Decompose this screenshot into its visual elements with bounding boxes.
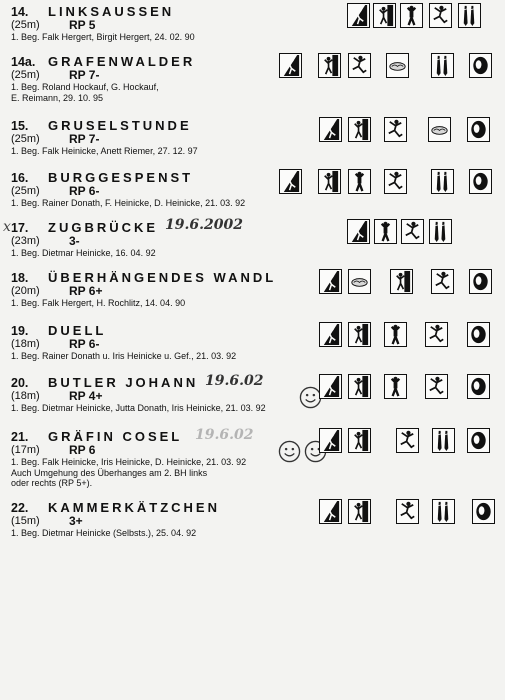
slab-climber-icon bbox=[319, 269, 342, 294]
first-ascent-info bbox=[11, 146, 198, 157]
first-ascent-line: 1. Beg. Falk Heinicke, Iris Heinicke, D. Heinicke, 21. 03. 92 bbox=[11, 457, 247, 467]
jumping-climber-icon bbox=[429, 3, 452, 28]
jumping-climber-icon bbox=[425, 322, 448, 347]
first-ascent-info bbox=[11, 298, 185, 309]
route-name: GRUSELSTUNDE bbox=[48, 118, 192, 133]
bolt-pair-icon bbox=[458, 3, 481, 28]
wall-climber-icon bbox=[390, 269, 413, 294]
route-grade: RP 4+ bbox=[69, 389, 103, 403]
route-number: 17. bbox=[11, 221, 29, 235]
quickdraw-icon bbox=[469, 269, 492, 294]
route-height: (25m) bbox=[11, 185, 40, 197]
route-name: KAMMERKÄTZCHEN bbox=[48, 500, 220, 515]
crack-climber-icon bbox=[374, 219, 397, 244]
route-grade: RP 5 bbox=[69, 18, 96, 32]
route-number: 18. bbox=[11, 271, 29, 285]
route-height: (25m) bbox=[11, 19, 40, 31]
route-number: 21. bbox=[11, 430, 29, 444]
sling-icon bbox=[348, 269, 371, 294]
route-grade: 3+ bbox=[69, 514, 83, 528]
wall-climber-icon bbox=[318, 53, 341, 78]
route-grade: RP 7- bbox=[69, 132, 100, 146]
quickdraw-icon bbox=[472, 499, 495, 524]
slab-climber-icon bbox=[319, 428, 342, 453]
slab-climber-icon bbox=[319, 322, 342, 347]
route-height: (25m) bbox=[11, 133, 40, 145]
route-grade: RP 6- bbox=[69, 184, 100, 198]
wall-climber-icon bbox=[348, 117, 371, 142]
slab-climber-icon bbox=[279, 169, 302, 194]
quickdraw-icon bbox=[469, 169, 492, 194]
slab-climber-icon bbox=[319, 117, 342, 142]
sling-icon bbox=[428, 117, 451, 142]
first-ascent-info bbox=[11, 32, 195, 43]
crack-climber-icon bbox=[384, 322, 407, 347]
route-number: 14a. bbox=[11, 55, 36, 69]
crack-climber-icon bbox=[400, 3, 423, 28]
wall-climber-icon bbox=[348, 322, 371, 347]
first-ascent-line: 1. Beg. Roland Hockauf, G. Hockauf, bbox=[11, 82, 159, 92]
bolt-pair-icon bbox=[432, 428, 455, 453]
sling-icon bbox=[386, 53, 409, 78]
route-name: BUTLER JOHANN bbox=[48, 375, 199, 390]
first-ascent-line: 1. Beg. Falk Heinicke, Anett Riemer, 27. 12. 97 bbox=[11, 146, 198, 156]
slab-climber-icon bbox=[319, 374, 342, 399]
jumping-climber-icon bbox=[384, 169, 407, 194]
route-height: (18m) bbox=[11, 338, 40, 350]
first-ascent-info bbox=[11, 457, 246, 489]
wall-climber-icon bbox=[348, 499, 371, 524]
first-ascent-line: 1. Beg. Dietmar Heinicke (Selbsts.), 25. 04. 92 bbox=[11, 528, 197, 538]
route-grade: RP 6+ bbox=[69, 284, 103, 298]
route-number: 19. bbox=[11, 324, 29, 338]
slab-climber-icon bbox=[347, 3, 370, 28]
jumping-climber-icon bbox=[425, 374, 448, 399]
handwritten-date: 19.6.02 bbox=[195, 427, 254, 443]
route-grade: 3- bbox=[69, 234, 80, 248]
handwritten-date: 19.6.02 bbox=[205, 373, 264, 389]
route-name: GRÄFIN COSEL bbox=[48, 429, 183, 444]
route-name: BURGGESPENST bbox=[48, 170, 194, 185]
route-height: (15m) bbox=[11, 515, 40, 527]
first-ascent-info bbox=[11, 403, 266, 414]
slab-climber-icon bbox=[279, 53, 302, 78]
quickdraw-icon bbox=[467, 428, 490, 453]
bolt-pair-icon bbox=[429, 219, 452, 244]
jumping-climber-icon bbox=[348, 53, 371, 78]
wall-climber-icon bbox=[373, 3, 396, 28]
first-ascent-line: oder rechts (RP 5+). bbox=[11, 478, 93, 488]
route-height: (23m) bbox=[11, 235, 40, 247]
first-ascent-info bbox=[11, 351, 236, 362]
jumping-climber-icon bbox=[401, 219, 424, 244]
first-ascent-info bbox=[11, 248, 156, 259]
quickdraw-icon bbox=[469, 53, 492, 78]
smiley-icon bbox=[278, 440, 301, 463]
route-name: LINKSAUSSEN bbox=[48, 4, 175, 19]
first-ascent-info bbox=[11, 82, 159, 103]
tick-mark: x bbox=[3, 219, 11, 235]
route-number: 15. bbox=[11, 119, 29, 133]
wall-climber-icon bbox=[348, 428, 371, 453]
quickdraw-icon bbox=[467, 374, 490, 399]
first-ascent-line: Auch Umgehung des Überhanges am 2. BH links bbox=[11, 467, 208, 478]
route-name: ÜBERHÄNGENDES WANDL bbox=[48, 270, 277, 285]
bolt-pair-icon bbox=[431, 169, 454, 194]
crack-climber-icon bbox=[348, 169, 371, 194]
route-grade: RP 6- bbox=[69, 337, 100, 351]
route-grade: RP 6 bbox=[69, 443, 96, 457]
route-height: (17m) bbox=[11, 444, 40, 456]
first-ascent-info bbox=[11, 198, 245, 209]
first-ascent-line: 1. Beg. Dietmar Heinicke, 16. 04. 92 bbox=[11, 248, 156, 258]
route-number: 14. bbox=[11, 5, 29, 19]
handwritten-date: 19.6.2002 bbox=[165, 217, 243, 233]
route-name: DUELL bbox=[48, 323, 107, 338]
crack-climber-icon bbox=[384, 374, 407, 399]
first-ascent-line: 1. Beg. Rainer Donath u. Iris Heinicke u. Gef., 21. 03. 92 bbox=[11, 351, 237, 361]
first-ascent-line: 1. Beg. Dietmar Heinicke, Jutta Donath, Iris Heinicke, 21. 03. 92 bbox=[11, 403, 266, 413]
wall-climber-icon bbox=[348, 374, 371, 399]
route-height: (20m) bbox=[11, 285, 40, 297]
bolt-pair-icon bbox=[432, 499, 455, 524]
jumping-climber-icon bbox=[396, 499, 419, 524]
jumping-climber-icon bbox=[431, 269, 454, 294]
quickdraw-icon bbox=[467, 322, 490, 347]
bolt-pair-icon bbox=[431, 53, 454, 78]
first-ascent-line: E. Reimann, 29. 10. 95 bbox=[11, 92, 104, 103]
jumping-climber-icon bbox=[384, 117, 407, 142]
first-ascent-info bbox=[11, 528, 196, 539]
route-name: GRAFENWALDER bbox=[48, 54, 196, 69]
slab-climber-icon bbox=[319, 499, 342, 524]
slab-climber-icon bbox=[347, 219, 370, 244]
quickdraw-icon bbox=[467, 117, 490, 142]
route-height: (25m) bbox=[11, 69, 40, 81]
first-ascent-line: 1. Beg. Falk Hergert, H. Rochlitz, 14. 04. 90 bbox=[11, 298, 186, 308]
route-name: ZUGBRÜCKE bbox=[48, 220, 159, 235]
route-grade: RP 7- bbox=[69, 68, 100, 82]
route-number: 22. bbox=[11, 501, 29, 515]
first-ascent-line: 1. Beg. Falk Hergert, Birgit Hergert, 24. 02. 90 bbox=[11, 32, 195, 42]
wall-climber-icon bbox=[318, 169, 341, 194]
route-number: 20. bbox=[11, 376, 29, 390]
route-number: 16. bbox=[11, 171, 29, 185]
route-height: (18m) bbox=[11, 390, 40, 402]
jumping-climber-icon bbox=[396, 428, 419, 453]
first-ascent-line: 1. Beg. Rainer Donath, F. Heinicke, D. Heinicke, 21. 03. 92 bbox=[11, 198, 246, 208]
